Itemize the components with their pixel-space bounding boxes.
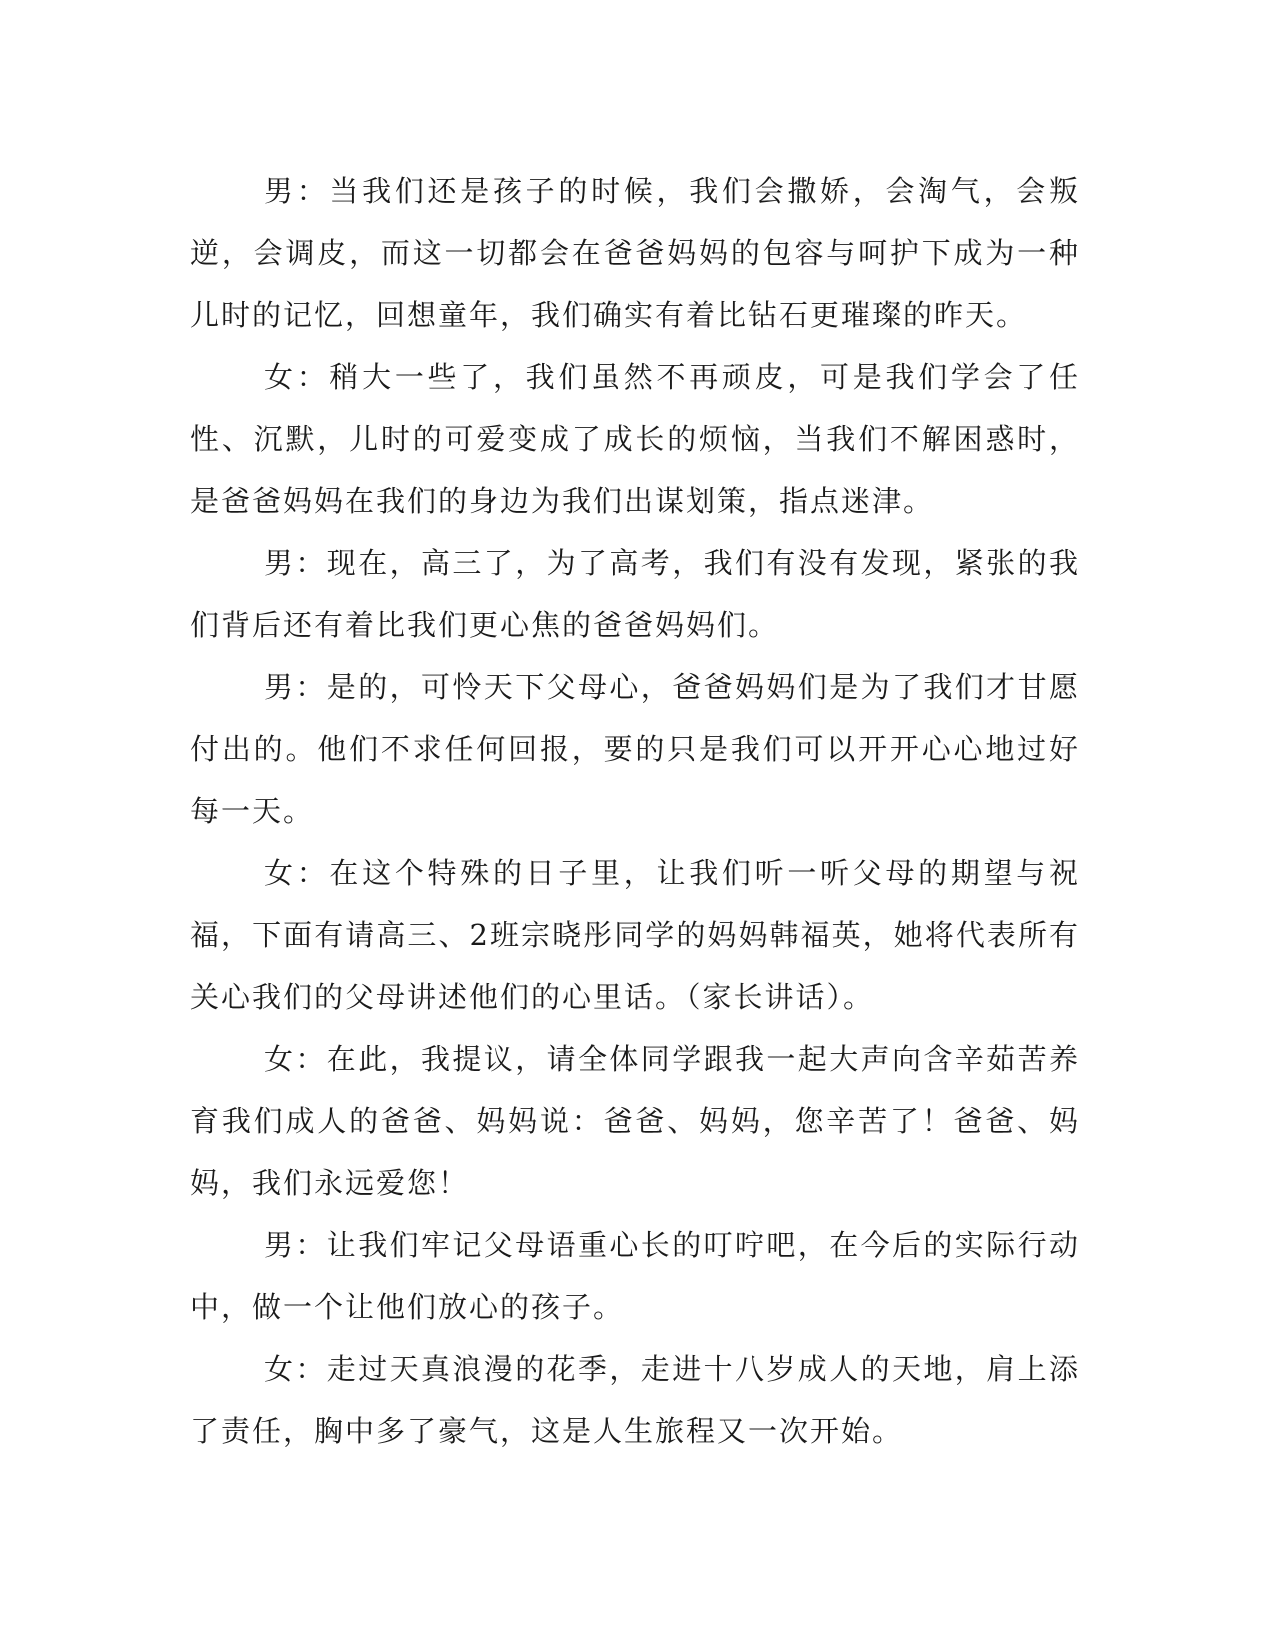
paragraph-3: 男：现在，高三了，为了高考，我们有没有发现，紧张的我们背后还有着比我们更心焦的爸爸妈妈们。 <box>190 546 1080 642</box>
paragraph-4: 男：是的，可怜天下父母心，爸爸妈妈们是为了我们才甘愿付出的。他们不求任何回报，要的只是我们可以开开心心地过好每一天。 <box>190 670 1080 828</box>
paragraph-6: 女：在此，我提议，请全体同学跟我一起大声向含辛茹苦养育我们成人的爸爸、妈妈说：爸爸、妈妈，您辛苦了！爸爸、妈妈，我们永远爱您！ <box>190 1042 1080 1200</box>
paragraph-5: 女：在这个特殊的日子里，让我们听一听父母的期望与祝福，下面有请高三、2班宗晓彤同学的妈妈韩福英，她将代表所有关心我们的父母讲述他们的心里话。（家长讲话）。 <box>190 856 1080 1014</box>
paragraph-7: 男：让我们牢记父母语重心长的叮咛吧，在今后的实际行动中，做一个让他们放心的孩子。 <box>190 1228 1080 1324</box>
paragraph-1: 男：当我们还是孩子的时候，我们会撒娇，会淘气，会叛逆，会调皮，而这一切都会在爸爸妈妈的包容与呵护下成为一种儿时的记忆，回想童年，我们确实有着比钻石更璀璨的昨天。 <box>190 174 1080 332</box>
paragraph-2: 女：稍大一些了，我们虽然不再顽皮，可是我们学会了任性、沉默，儿时的可爱变成了成长的烦恼，当我们不解困惑时，是爸爸妈妈在我们的身边为我们出谋划策，指点迷津。 <box>190 360 1080 518</box>
paragraph-8: 女：走过天真浪漫的花季，走进十八岁成人的天地，肩上添了责任，胸中多了豪气，这是人生旅程又一次开始。 <box>190 1352 1080 1448</box>
document-body <box>190 160 1080 1462</box>
